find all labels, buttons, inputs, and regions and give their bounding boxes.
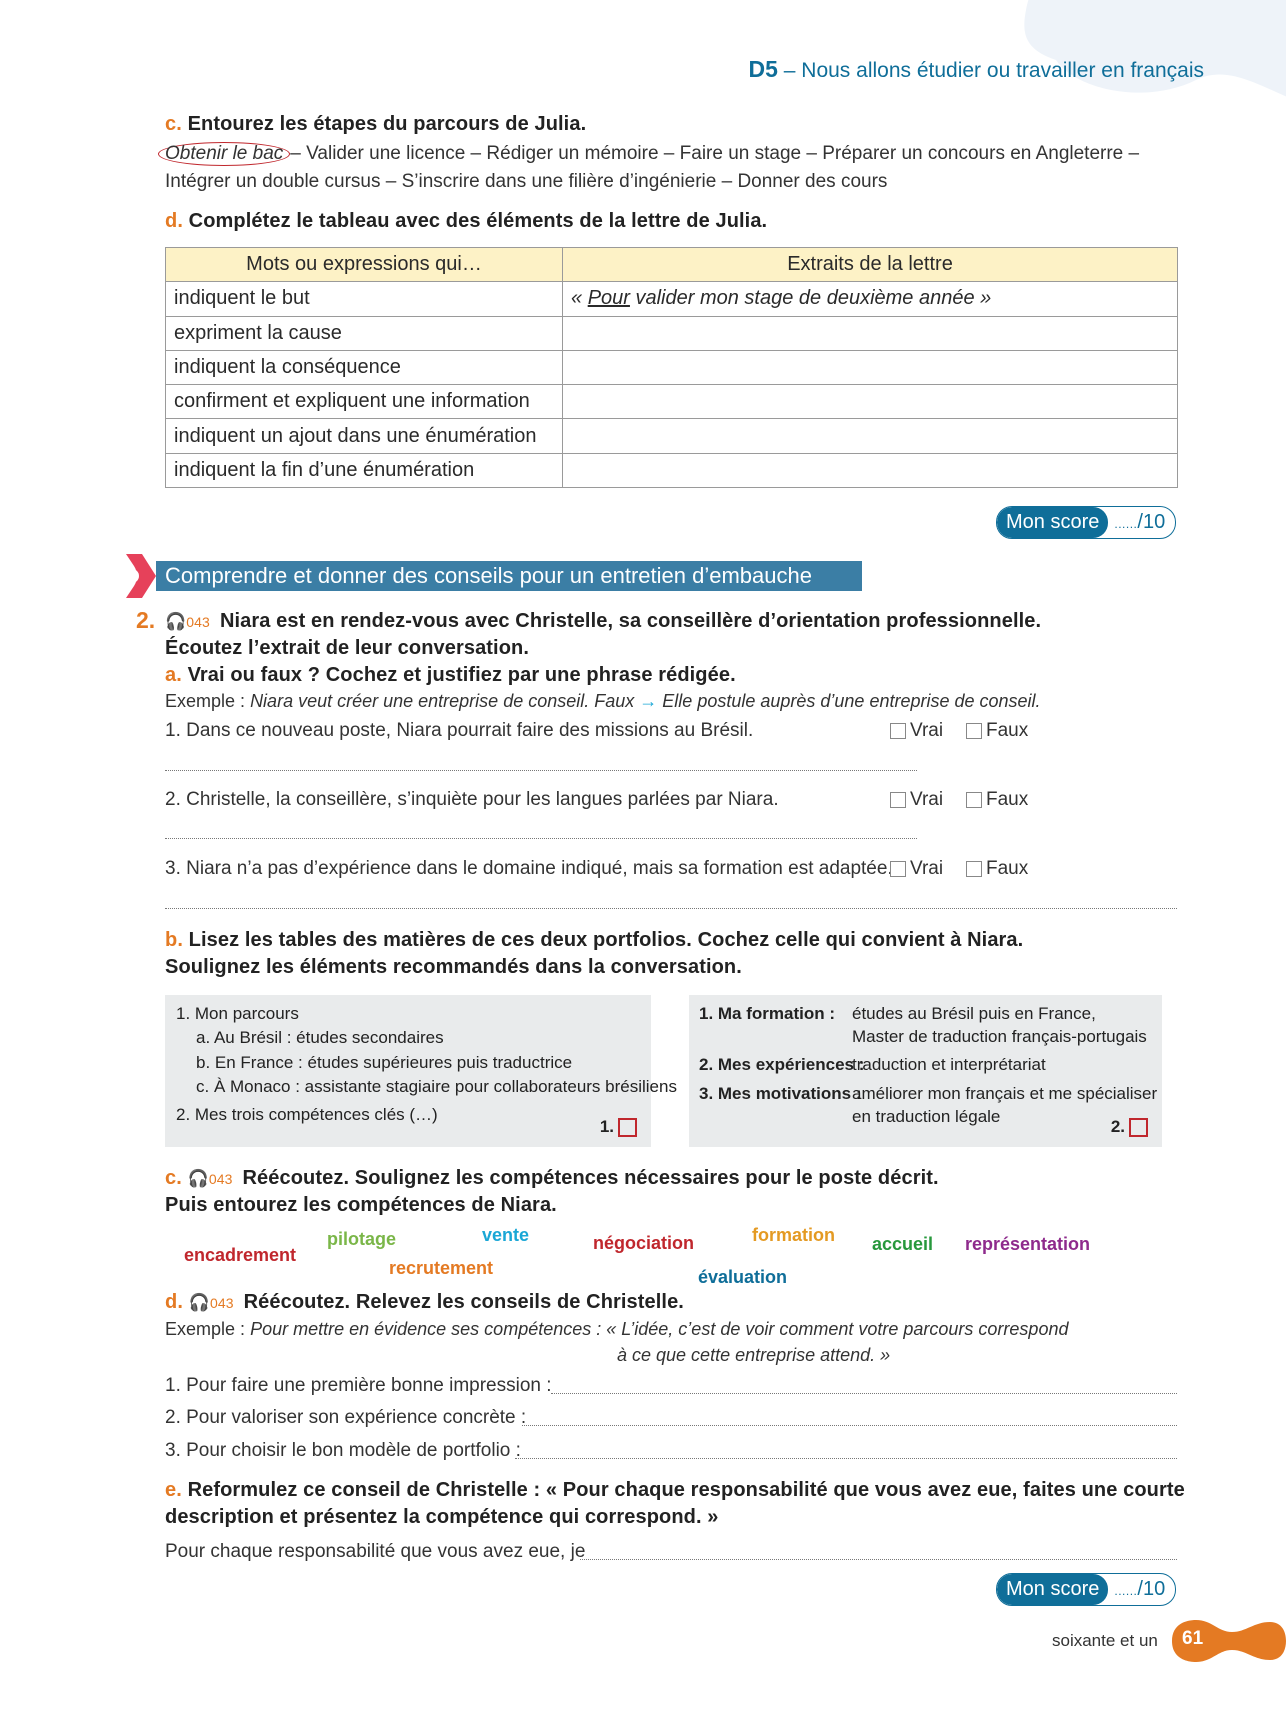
example-text: Niara veut créer une entreprise de conseil. Faux bbox=[250, 691, 635, 711]
unit-code: D5 bbox=[748, 56, 778, 82]
table-cell-extract[interactable] bbox=[563, 350, 1178, 384]
answer-line[interactable] bbox=[165, 838, 917, 839]
table-cell-extract[interactable] bbox=[563, 453, 1178, 487]
audio-track-number: 043 bbox=[186, 614, 210, 630]
question-line-1: Reformulez ce conseil de Christelle : « Pour chaque responsabilité que vous avez eue, faites une courte bbox=[187, 1479, 1185, 1501]
table-row bbox=[166, 316, 1178, 350]
question-2c bbox=[165, 1167, 939, 1190]
question-c1 bbox=[165, 113, 586, 136]
vrai-label: Vrai bbox=[910, 858, 944, 879]
page-number: 61 bbox=[1182, 1628, 1204, 1649]
vf-true-2[interactable] bbox=[890, 789, 943, 811]
audio-track[interactable] bbox=[165, 614, 210, 630]
vf-false-3[interactable] bbox=[966, 858, 1028, 880]
table-cell-extract[interactable] bbox=[563, 316, 1178, 350]
answer-line[interactable] bbox=[165, 770, 917, 771]
toc-heading: 2. Mes expériences : bbox=[699, 1055, 865, 1074]
answer-line[interactable] bbox=[515, 1458, 1177, 1459]
vf-true-1[interactable] bbox=[890, 720, 943, 742]
question-2e-line-2: description et présentez la compétence qui correspond. » bbox=[165, 1506, 719, 1528]
question-2d bbox=[165, 1291, 684, 1314]
table-row bbox=[166, 385, 1178, 419]
headphones-icon: 🎧 bbox=[165, 612, 187, 631]
table-header-words: Mots ou expressions qui… bbox=[166, 248, 563, 282]
toc-number: 2. bbox=[1110, 1117, 1125, 1136]
table-cell-label: indiquent le but bbox=[166, 282, 563, 316]
exercise-intro-1 bbox=[165, 610, 1041, 633]
toc-number: 1. bbox=[599, 1117, 614, 1136]
table-cell-extract[interactable] bbox=[563, 385, 1178, 419]
table-cell-label: confirment et expliquent une information bbox=[166, 385, 563, 419]
table-row bbox=[166, 282, 1178, 316]
vf-false-2[interactable] bbox=[966, 789, 1028, 811]
example-2d-line-2: à ce que cette entreprise attend. » bbox=[617, 1345, 891, 1365]
checkbox-icon[interactable] bbox=[1129, 1118, 1148, 1137]
score-label: Mon score bbox=[997, 1574, 1108, 1605]
audio-track-number: 043 bbox=[209, 1295, 234, 1311]
advice-item-2: 2. Pour valoriser son expérience concrète : bbox=[165, 1407, 527, 1428]
steps-line-1 bbox=[165, 142, 1139, 166]
score-box bbox=[996, 1573, 1176, 1606]
answer-line[interactable] bbox=[551, 1393, 1177, 1394]
toc-check-2[interactable] bbox=[1111, 1117, 1148, 1137]
intro-text: Niara est en rendez-vous avec Christelle, sa conseillère d’orientation professionnelle. bbox=[219, 610, 1042, 632]
table-row bbox=[166, 453, 1178, 487]
question-letter: c. bbox=[165, 1167, 182, 1189]
audio-track[interactable] bbox=[189, 1295, 234, 1311]
score-value[interactable] bbox=[1108, 1578, 1165, 1601]
page-header bbox=[749, 56, 1204, 83]
skill-word[interactable]: formation bbox=[752, 1225, 835, 1245]
vf-item-3: 3. Niara n’a pas d’expérience dans le domaine indiqué, mais sa formation est adaptée. bbox=[165, 858, 893, 879]
score-value[interactable] bbox=[1108, 511, 1165, 534]
question-2b-line-2: Soulignez les éléments recommandés dans la conversation. bbox=[165, 956, 742, 978]
table-header-extracts: Extraits de la lettre bbox=[563, 248, 1178, 282]
toc-heading: 3. Mes motivations : bbox=[699, 1084, 862, 1103]
question-d1 bbox=[165, 210, 767, 233]
toc-check-1[interactable] bbox=[600, 1117, 637, 1137]
skill-word[interactable]: recrutement bbox=[389, 1258, 494, 1278]
exercise-intro-2: Écoutez l’extrait de leur conversation. bbox=[165, 637, 530, 659]
example-answer: Elle postule auprès d’une entreprise de conseil. bbox=[662, 691, 1041, 711]
steps-line-2: Intégrer un double cursus – S’inscrire dans une filière d’ingénierie – Donner des cours bbox=[165, 171, 888, 192]
vf-item-2: 2. Christelle, la conseillère, s’inquiète pour les langues parlées par Niara. bbox=[165, 789, 779, 810]
checkbox-icon[interactable] bbox=[618, 1118, 637, 1137]
table-cell-label: indiquent un ajout dans une énumération bbox=[166, 419, 563, 453]
checkbox-icon[interactable] bbox=[966, 723, 982, 739]
table-cell-label: expriment la cause bbox=[166, 316, 563, 350]
faux-label: Faux bbox=[986, 720, 1029, 741]
checkbox-icon[interactable] bbox=[890, 723, 906, 739]
answer-start: Pour chaque responsabilité que vous avez eue, je bbox=[165, 1541, 586, 1562]
page-number-badge bbox=[1172, 1620, 1286, 1662]
toc-line: a. Au Brésil : études secondaires bbox=[196, 1028, 444, 1047]
skill-word[interactable]: encadrement bbox=[184, 1245, 297, 1265]
question-letter: b. bbox=[165, 929, 183, 951]
question-line-1: Réécoutez. Soulignez les compétences nécessaires pour le poste décrit. bbox=[242, 1167, 939, 1189]
skill-word[interactable]: représentation bbox=[965, 1234, 1091, 1254]
extract-table bbox=[165, 247, 1178, 488]
toc-heading: 1. Ma formation : bbox=[699, 1004, 836, 1023]
question-letter: d. bbox=[165, 1291, 183, 1313]
score-label: Mon score bbox=[997, 507, 1108, 538]
answer-line[interactable] bbox=[522, 1425, 1177, 1426]
faux-label: Faux bbox=[986, 789, 1029, 810]
question-instruction: Vrai ou faux ? Cochez et justifiez par une phrase rédigée. bbox=[187, 664, 736, 686]
steps-text-1: – Valider une licence – Rédiger un mémoire – Faire un stage – Préparer un concours en Angleterre – bbox=[290, 143, 1140, 164]
toc-line: Master de traduction français-portugais bbox=[852, 1027, 1147, 1046]
question-letter: c. bbox=[165, 113, 182, 135]
section-chevron-icon bbox=[124, 552, 158, 600]
faux-label: Faux bbox=[986, 858, 1029, 879]
vf-item-1: 1. Dans ce nouveau poste, Niara pourrait faire des missions au Brésil. bbox=[165, 720, 754, 741]
table-row bbox=[166, 350, 1178, 384]
circled-step: Obtenir le bac bbox=[158, 142, 290, 166]
example-2d bbox=[165, 1319, 1068, 1340]
score-dots: ...... bbox=[1114, 517, 1138, 531]
skill-word[interactable]: pilotage bbox=[327, 1229, 397, 1249]
checkbox-icon[interactable] bbox=[966, 861, 982, 877]
skill-word[interactable]: négociation bbox=[593, 1233, 695, 1253]
vf-false-1[interactable] bbox=[966, 720, 1028, 742]
quote-rest: valider mon stage de deuxième année » bbox=[629, 287, 992, 310]
underlined-word: Pour bbox=[587, 287, 630, 310]
exercise-number: 2. bbox=[136, 607, 156, 633]
question-letter: e. bbox=[165, 1479, 182, 1501]
headphones-icon: 🎧 bbox=[187, 1169, 209, 1188]
score-dots: ...... bbox=[1114, 1584, 1138, 1598]
score-box bbox=[996, 506, 1176, 539]
question-instruction: Réécoutez. Relevez les conseils de Christelle. bbox=[243, 1291, 684, 1313]
skill-word[interactable]: vente bbox=[482, 1225, 530, 1245]
table-cell-extract[interactable] bbox=[563, 282, 1178, 316]
vf-true-3[interactable] bbox=[890, 858, 943, 880]
unit-title: – Nous allons étudier ou travailler en français bbox=[783, 59, 1204, 82]
toc-line: études au Brésil puis en France, bbox=[852, 1004, 1096, 1023]
decorative-blob bbox=[996, 0, 1286, 110]
question-2a bbox=[165, 664, 736, 687]
example-2a bbox=[165, 691, 1041, 712]
toc-line: 2. Mes trois compétences clés (…) bbox=[176, 1105, 438, 1124]
vrai-label: Vrai bbox=[910, 789, 944, 810]
portfolio-toc-1 bbox=[165, 995, 677, 1147]
audio-track-number: 043 bbox=[208, 1171, 233, 1187]
page-number-words: soixante et un bbox=[1052, 1631, 1158, 1650]
advice-item-3: 3. Pour choisir le bon modèle de portfolio : bbox=[165, 1440, 521, 1461]
checkbox-icon[interactable] bbox=[966, 792, 982, 808]
table-cell-label: indiquent la fin d’une énumération bbox=[166, 453, 563, 487]
question-instruction: Complétez le tableau avec des éléments de la lettre de Julia. bbox=[188, 210, 768, 232]
headphones-icon: 🎧 bbox=[188, 1293, 210, 1312]
question-instruction: Entourez les étapes du parcours de Julia. bbox=[187, 113, 587, 135]
table-header-row bbox=[166, 248, 1178, 282]
portfolio-toc-2 bbox=[689, 995, 1162, 1147]
score-total: /10 bbox=[1137, 511, 1166, 533]
question-2c-line-2: Puis entourez les compétences de Niara. bbox=[165, 1194, 557, 1216]
score-total: /10 bbox=[1137, 1578, 1166, 1600]
table-cell-label: indiquent la conséquence bbox=[166, 350, 563, 384]
toc-line: b. En France : études supérieures puis traductrice bbox=[196, 1053, 573, 1072]
question-line-1: Lisez les tables des matières de ces deux portfolios. Cochez celle qui convient à Niara. bbox=[188, 929, 1024, 951]
table-row bbox=[166, 419, 1178, 453]
toc-line: en traduction légale bbox=[852, 1107, 1001, 1126]
vrai-label: Vrai bbox=[910, 720, 944, 741]
checkbox-icon[interactable] bbox=[890, 792, 906, 808]
toc-line: améliorer mon français et me spécialiser bbox=[852, 1084, 1158, 1103]
checkbox-icon[interactable] bbox=[890, 861, 906, 877]
answer-line[interactable] bbox=[580, 1559, 1177, 1560]
question-letter: a. bbox=[165, 664, 182, 686]
arrow-icon: → bbox=[639, 691, 658, 711]
question-2e bbox=[165, 1479, 1185, 1502]
toc-line: traduction et interprétariat bbox=[852, 1055, 1046, 1074]
answer-line[interactable] bbox=[165, 908, 1177, 909]
question-letter: d. bbox=[165, 210, 183, 232]
quote-open: « bbox=[571, 287, 588, 310]
audio-track[interactable] bbox=[188, 1171, 233, 1187]
skill-word[interactable]: accueil bbox=[872, 1234, 934, 1254]
advice-item-1: 1. Pour faire une première bonne impression : bbox=[165, 1375, 552, 1396]
toc-line: 1. Mon parcours bbox=[176, 1004, 299, 1023]
toc-line: c. À Monaco : assistante stagiaire pour collaborateurs brésiliens bbox=[196, 1077, 677, 1096]
example-text: Pour mettre en évidence ses compétences : « L’idée, c’est de voir comment votre parcours correspond bbox=[250, 1319, 1069, 1339]
section-title-bar: Comprendre et donner des conseils pour un entretien d’embauche bbox=[156, 561, 862, 591]
question-2b bbox=[165, 929, 1023, 952]
example-label: Exemple : bbox=[165, 1319, 246, 1339]
skill-word[interactable]: évaluation bbox=[698, 1267, 788, 1287]
example-label: Exemple : bbox=[165, 691, 246, 711]
table-cell-extract[interactable] bbox=[563, 419, 1178, 453]
